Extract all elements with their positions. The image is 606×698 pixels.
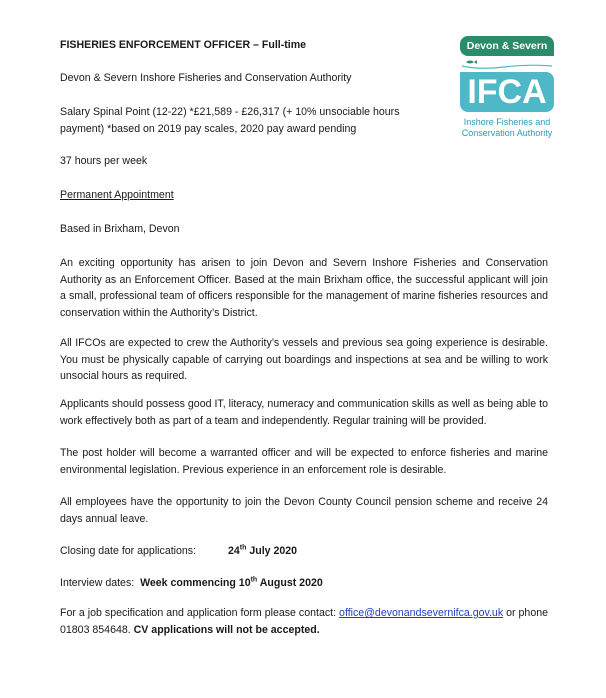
interview-label: Interview dates:: [60, 577, 135, 589]
closing-date-label: Closing date for applications:: [60, 545, 197, 557]
closing-date-value: 24th July 2020: [228, 544, 298, 557]
closing-date: [60, 543, 297, 560]
fish-icon: [460, 58, 554, 72]
appointment-type: Permanent Appointment: [60, 189, 174, 201]
interview-value: Week commencing 10th August 2020: [140, 576, 323, 589]
job-title: FISHERIES ENFORCEMENT OFFICER – Full-time: [60, 39, 307, 51]
description-paragraph: Applicants should possess good IT, literacy, numeracy and communication skills as well as being able to work effectively both as part of a team and independently. Regular training will be provided.: [60, 398, 548, 427]
contact-info: For a job specification and application form please contact: office@devonandsevernifca.gov.uk or phone 01803 854648. CV applications will not be accepted.: [60, 607, 549, 636]
logo-main: IFCA: [460, 72, 554, 112]
ifca-logo: [458, 36, 558, 146]
description-paragraph: All employees have the opportunity to join the Devon County Council pension scheme and receive 24 days annual leave.: [60, 496, 548, 525]
location-info: Based in Brixham, Devon: [60, 223, 180, 235]
organisation-name: Devon & Severn Inshore Fisheries and Conservation Authority: [60, 72, 352, 84]
description-paragraph: All IFCOs are expected to crew the Authority’s vessels and previous sea going experience is desirable. You must be physically capable of carrying out boardings and inspections at sea and be willing to work unsocial hours as required.: [60, 337, 548, 382]
logo-banner: Devon & Severn: [460, 36, 554, 56]
logo-subtitle: Inshore Fisheries and Conservation Authority: [461, 117, 553, 138]
description-paragraph: An exciting opportunity has arisen to join Devon and Severn Inshore Fisheries and Conservation Authority as an Enforcement Officer. Based at the main Brixham office, the successful applicant will join a small, professional team of officers responsible for the management of marine fisheries resources and conservation within the Authority’s District.: [60, 257, 548, 319]
description-paragraph: The post holder will become a warranted officer and will be expected to enforce fisheries and marine environmental legislation. Previous experience in an enforcement role is desirable.: [60, 447, 548, 476]
salary-info: Salary Spinal Point (12-22) *£21,589 - £26,317 (+ 10% unsociable hours payment) *based on 2019 pay scales, 2020 pay award pending: [60, 106, 400, 135]
hours-info: 37 hours per week: [60, 155, 148, 167]
cv-notice: CV applications will not be accepted.: [133, 623, 320, 636]
interview-dates: [60, 575, 323, 592]
contact-email-link[interactable]: office@devonandsevernifca.gov.uk: [339, 607, 504, 619]
